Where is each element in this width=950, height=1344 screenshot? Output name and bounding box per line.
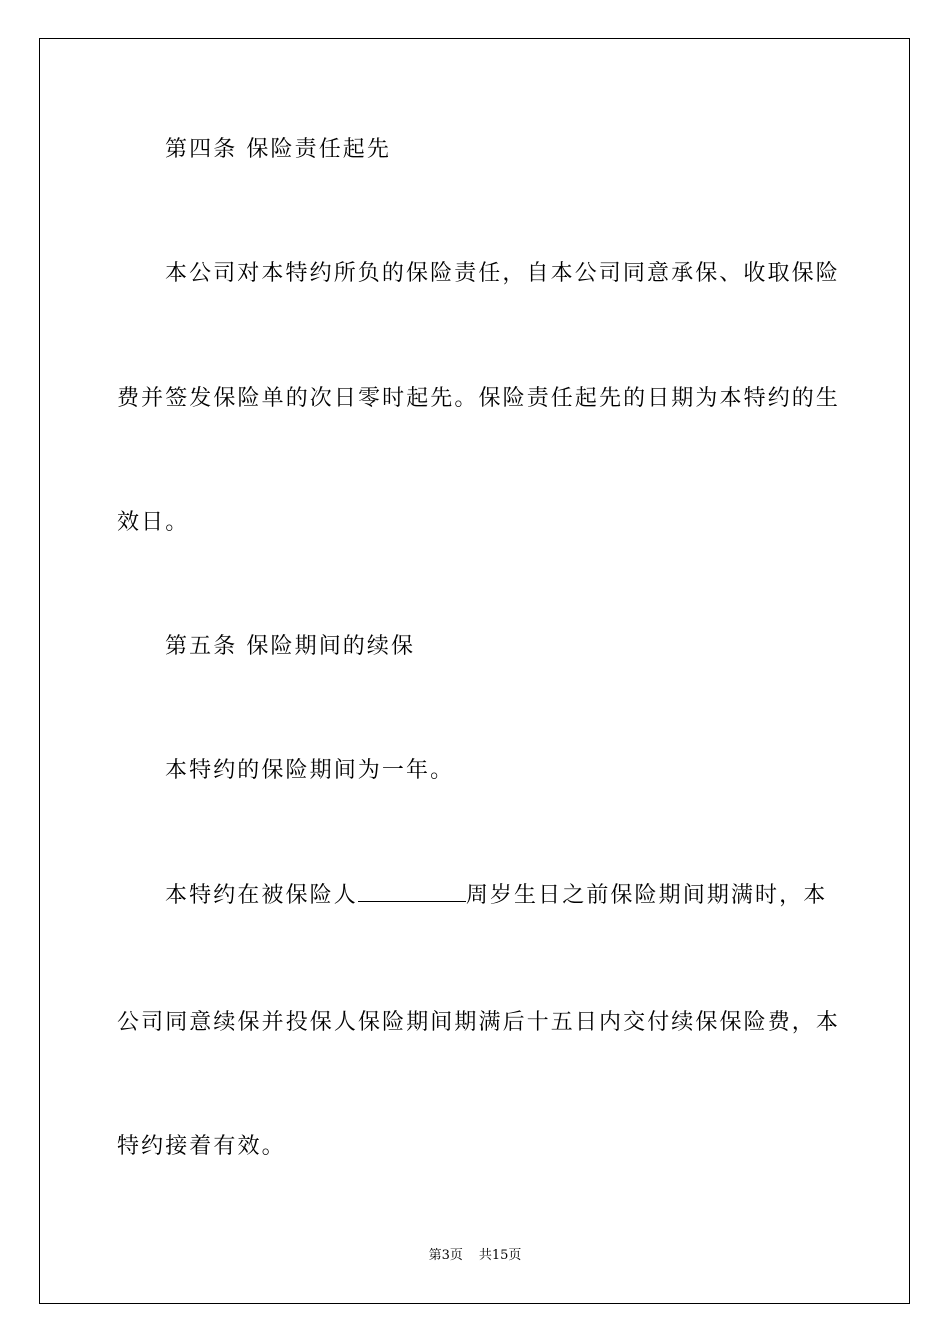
text-segment: 本特约在被保险人 <box>165 883 358 908</box>
paragraph-line: 本公司对本特约所负的保险责任，自本公司同意承保、收取保险 <box>165 261 840 286</box>
page-footer <box>0 1248 950 1264</box>
text-segment: 周岁生日之前保险期间期满时，本 <box>465 883 828 908</box>
fill-in-blank <box>358 883 466 902</box>
paragraph-line: 费并签发保险单的次日零时起先。保险责任起先的日期为本特约的生 <box>117 386 841 411</box>
section-heading-article-4: 第四条 保险责任起先 <box>165 137 391 162</box>
page-number: 第3页 <box>428 1248 463 1263</box>
paragraph-line: 公司同意续保并投保人保险期间期满后十五日内交付续保保险费，本 <box>117 1010 841 1035</box>
paragraph-line-with-blank <box>165 883 885 909</box>
paragraph-line: 效日。 <box>117 510 190 535</box>
page-border <box>39 38 910 1304</box>
page-total: 共15页 <box>478 1248 522 1263</box>
paragraph-line: 本特约的保险期间为一年。 <box>165 758 455 783</box>
section-heading-article-5: 第五条 保险期间的续保 <box>165 634 416 659</box>
paragraph-line: 特约接着有效。 <box>117 1134 286 1159</box>
